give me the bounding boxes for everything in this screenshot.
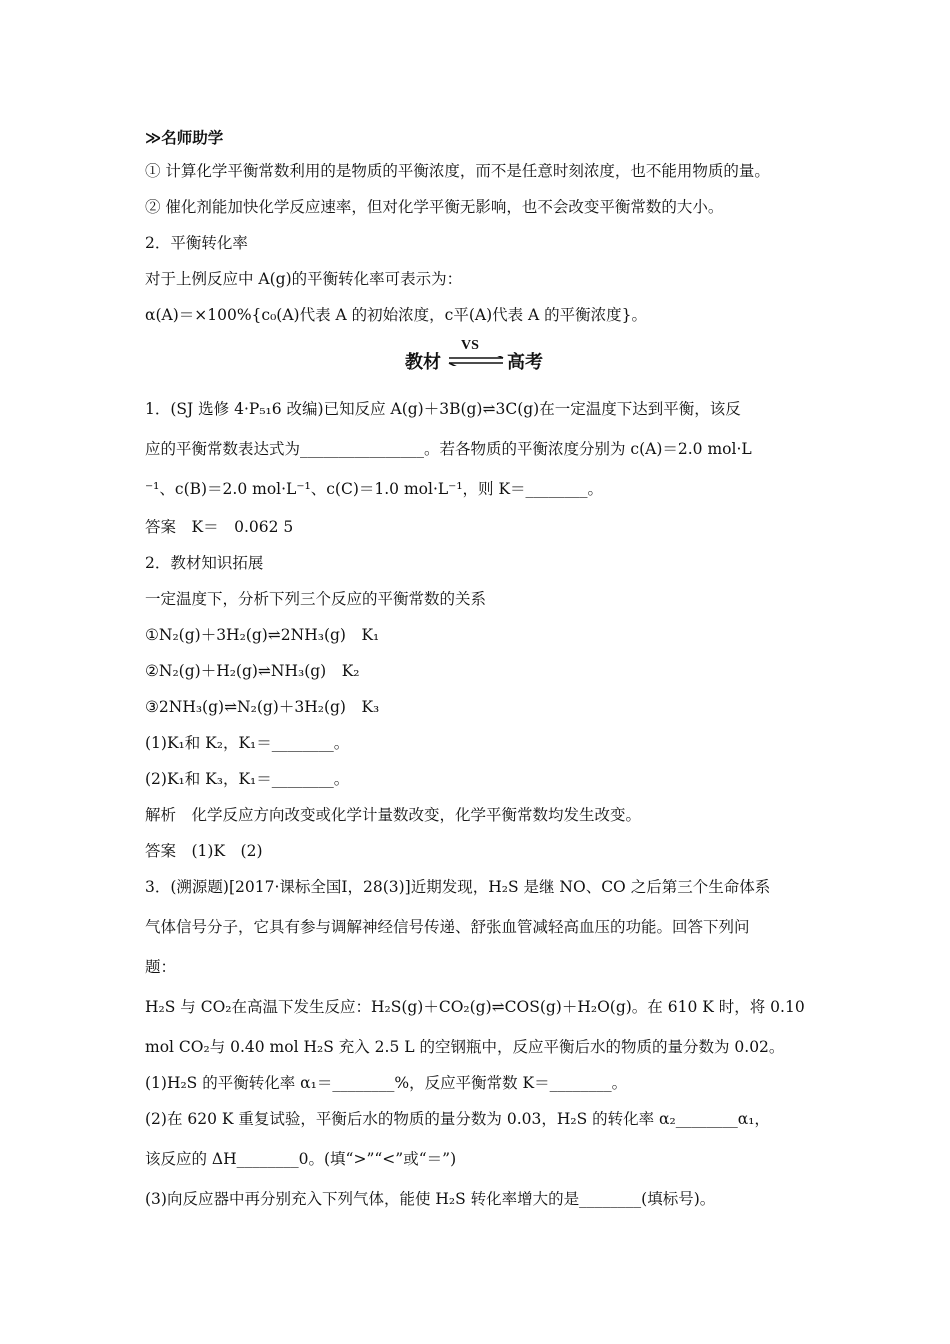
- q2-reaction-3: ③2NH₃(g)⇌N₂(g)＋3H₂(g) K₃: [145, 698, 380, 716]
- q1-answer: 答案 K＝ 0.062 5: [145, 518, 294, 536]
- banner-left-text: 教材: [405, 352, 441, 373]
- q3-subquestion-3: (3)向反应器中再分别充入下列气体，能使 H₂S 转化率增大的是________(填标号)。: [145, 1190, 716, 1208]
- textbook-vs-exam-banner: [405, 340, 565, 374]
- q1-line-3: ⁻¹、c(B)＝2.0 mol·L⁻¹、c(C)＝1.0 mol·L⁻¹，则 K＝________。: [145, 480, 604, 498]
- q1-line-2: 应的平衡常数表达式为________________。若各物质的平衡浓度分别为 c(A)＝2.0 mol·L: [145, 440, 752, 458]
- q3-line-1: 3．(溯源题)[2017·课标全国Ⅰ，28(3)]近期发现，H₂S 是继 NO、CO 之后第三个生命体系: [145, 878, 771, 896]
- q2-reaction-1: ①N₂(g)＋3H₂(g)⇌2NH₃(g) K₁: [145, 626, 380, 644]
- banner-right-text: 高考: [507, 352, 543, 373]
- q3-line-3: 题：: [145, 958, 177, 976]
- q2-subquestion-2: (2)K₁和 K₃，K₁＝________。: [145, 770, 350, 788]
- q2-analysis: 解析 化学反应方向改变或化学计量数改变，化学平衡常数均发生改变。: [145, 806, 642, 824]
- q3-subquestion-2b: 该反应的 ΔH________0。(填“>”“<”或“＝”): [145, 1150, 457, 1168]
- tip-point-1: ① 计算化学平衡常数利用的是物质的平衡浓度，而不是任意时刻浓度，也不能用物质的量。: [145, 162, 770, 180]
- conversion-formula: α(A)＝×100%{c₀(A)代表 A 的初始浓度，c平(A)代表 A 的平衡浓度}。: [145, 306, 648, 324]
- q3-subquestion-1: (1)H₂S 的平衡转化率 α₁＝________%，反应平衡常数 K＝________。: [145, 1074, 628, 1092]
- q3-subquestion-2a: (2)在 620 K 重复试验，平衡后水的物质的量分数为 0.03，H₂S 的转化率 α₂________α₁，: [145, 1110, 770, 1128]
- section-heading-conversion: 2．平衡转化率: [145, 234, 248, 252]
- equilibrium-arrows-icon: [447, 356, 505, 366]
- q3-line-2: 气体信号分子，它具有参与调解神经信号传递、舒张血管减轻高血压的功能。回答下列问: [145, 918, 750, 936]
- q1-line-1: 1．(SJ 选修 4·P₅₁6 改编)已知反应 A(g)＋3B(g)⇌3C(g)在一定温度下达到平衡，该反: [145, 400, 741, 418]
- q2-intro: 一定温度下，分析下列三个反应的平衡常数的关系: [145, 590, 487, 608]
- q2-heading: 2．教材知识拓展: [145, 554, 264, 572]
- q3-line-4: H₂S 与 CO₂在高温下发生反应：H₂S(g)＋CO₂(g)⇌COS(g)＋H₂O(g)。在 610 K 时，将 0.10: [145, 998, 805, 1016]
- conversion-intro: 对于上例反应中 A(g)的平衡转化率可表示为：: [145, 270, 463, 288]
- q2-subquestion-1: (1)K₁和 K₂，K₁＝________。: [145, 734, 350, 752]
- tip-point-2: ② 催化剂能加快化学反应速率，但对化学平衡无影响，也不会改变平衡常数的大小。: [145, 198, 724, 216]
- q2-reaction-2: ②N₂(g)＋H₂(g)⇌NH₃(g) K₂: [145, 662, 360, 680]
- q3-line-5: mol CO₂与 0.40 mol H₂S 充入 2.5 L 的空钢瓶中，反应平衡后水的物质的量分数为 0.02。: [145, 1038, 785, 1056]
- tip-heading: ≫名师助学: [145, 129, 224, 147]
- q2-answer: 答案 (1)K (2): [145, 842, 263, 860]
- banner-vs-text: VS: [461, 338, 479, 353]
